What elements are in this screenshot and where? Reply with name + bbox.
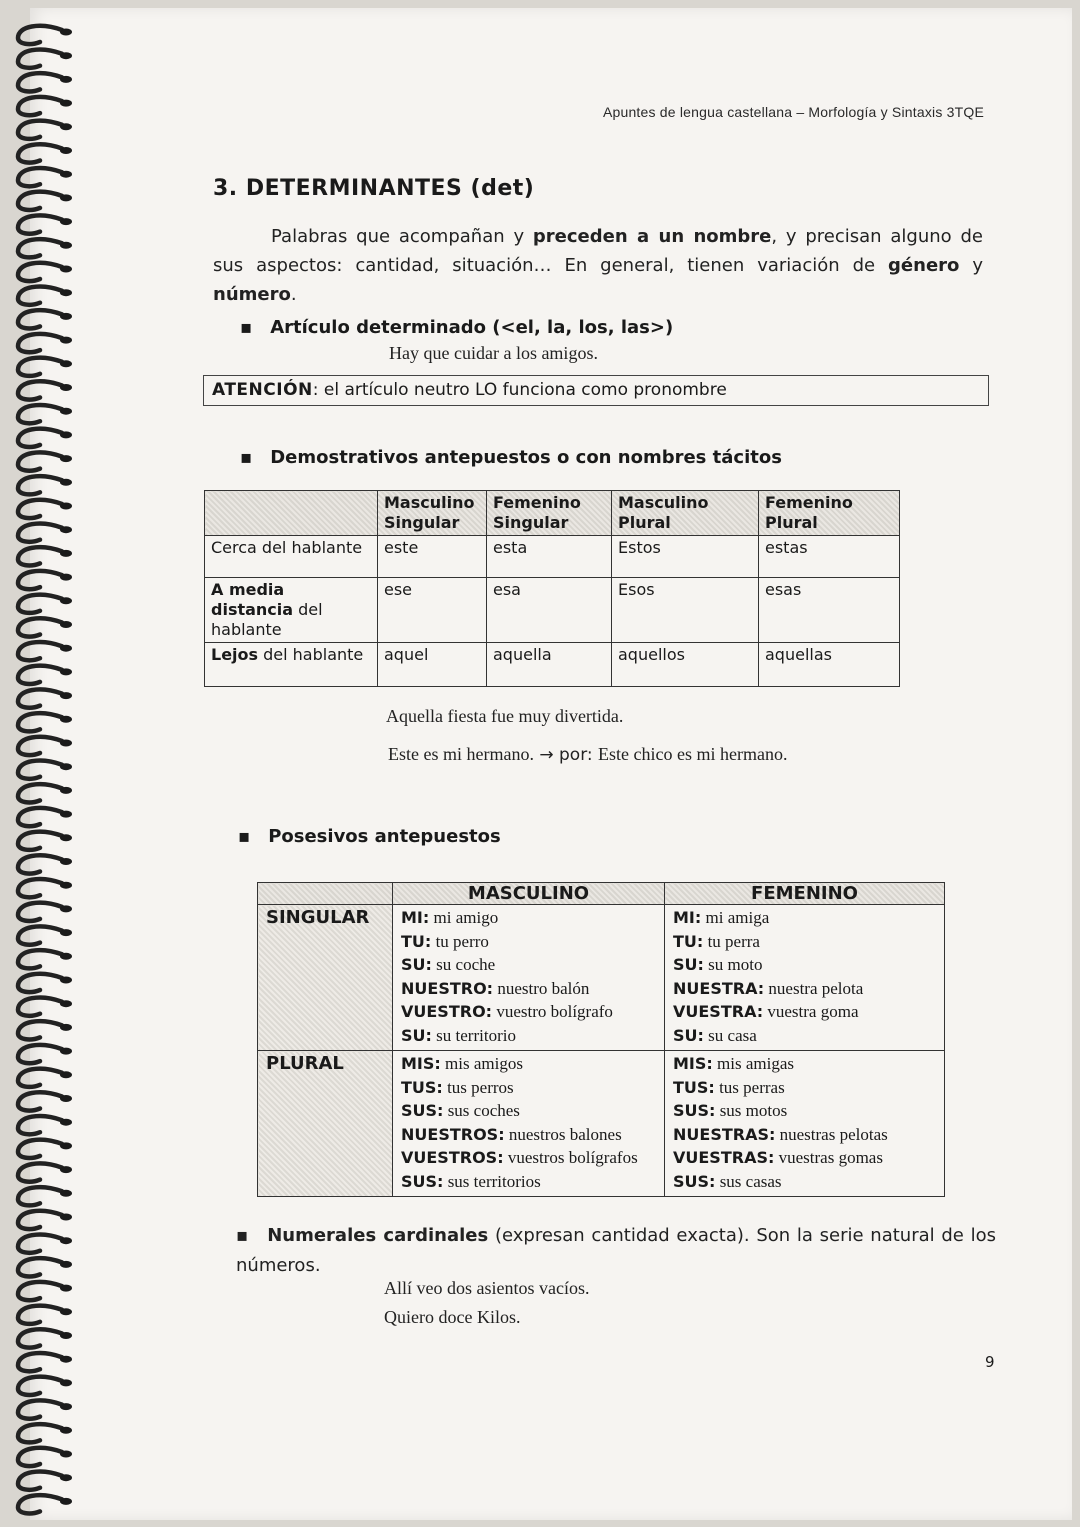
- singular-masculino-cell: [393, 905, 665, 1051]
- possessive-entry: [673, 1100, 936, 1124]
- spiral-hole: [60, 1474, 72, 1481]
- page-number: 9: [985, 1353, 995, 1371]
- spiral-coil: [18, 1116, 62, 1134]
- spiral-hole: [60, 100, 72, 107]
- possessive-example: mi amiga: [701, 908, 770, 927]
- possessive-entry: [401, 1171, 656, 1195]
- possessive-example: su territorio: [431, 1025, 516, 1045]
- possessive-example: vuestra goma: [763, 1002, 859, 1021]
- spiral-hole: [60, 597, 72, 604]
- spiral-coil: [18, 381, 62, 399]
- possessive-form: MI:: [673, 908, 702, 927]
- table-corner: [205, 491, 378, 536]
- possessive-form: VUESTROS:: [401, 1148, 504, 1167]
- possessive-form: NUESTRAS:: [673, 1124, 776, 1144]
- possessive-entry: [401, 1077, 656, 1101]
- possessive-example: nuestros balones: [504, 1124, 622, 1144]
- row-label: Lejos del hablante: [205, 643, 378, 687]
- spiral-coil: [18, 476, 62, 494]
- possessive-entry: [401, 1053, 656, 1077]
- spiral-hole: [60, 123, 72, 130]
- possessive-example: sus coches: [443, 1101, 520, 1120]
- possessive-form: SUS:: [401, 1101, 444, 1120]
- spiral-coil: [18, 334, 62, 352]
- spiral-coil: [18, 287, 62, 305]
- row-label-singular: SINGULAR: [258, 905, 393, 1051]
- spiral-hole: [60, 1356, 72, 1363]
- possessive-entry: [401, 954, 656, 978]
- spiral-coil: [18, 1258, 62, 1276]
- attention-box: [203, 375, 989, 406]
- spiral-hole: [60, 1048, 72, 1055]
- spiral-coil: [18, 121, 62, 139]
- spiral-coil: [18, 26, 62, 44]
- spiral-coil: [18, 1495, 62, 1513]
- spiral-hole: [60, 1403, 72, 1410]
- spiral-coil: [18, 429, 62, 447]
- spiral-coil: [18, 1306, 62, 1324]
- col-header: Masculino Plural: [612, 491, 759, 536]
- spiral-hole: [60, 787, 72, 794]
- spiral-hole: [60, 1142, 72, 1149]
- spiral-hole: [60, 479, 72, 486]
- possessive-example: su casa: [703, 1025, 757, 1045]
- possessive-entry: [401, 1025, 656, 1049]
- possessive-form: TU:: [401, 931, 432, 951]
- table-cell: Estos: [612, 536, 759, 578]
- possessive-example: sus casas: [715, 1171, 782, 1191]
- attention-label: ATENCIÓN: [212, 380, 313, 400]
- possessive-example: su coche: [431, 955, 496, 974]
- spiral-coil: [18, 358, 62, 376]
- spiral-coil: [18, 547, 62, 565]
- spiral-hole: [60, 882, 72, 889]
- spiral-coil: [18, 239, 62, 257]
- spiral-binding: [0, 0, 80, 1527]
- spiral-hole: [60, 1498, 72, 1505]
- spiral-hole: [60, 834, 72, 841]
- spiral-coil: [18, 192, 62, 210]
- spiral-hole: [60, 147, 72, 154]
- spiral-hole: [60, 384, 72, 391]
- spiral-coil: [18, 950, 62, 968]
- demonstratives-table: [204, 490, 900, 687]
- section-title: 3. DETERMINANTES (det): [213, 176, 535, 201]
- table-corner: [258, 883, 393, 905]
- table-cell: estas: [759, 536, 900, 578]
- row-label: A media distancia del hablante: [205, 578, 378, 643]
- possessive-form: MI:: [401, 908, 430, 927]
- attention-text: : el artículo neutro LO funciona como pronombre: [312, 380, 727, 400]
- possessive-example: vuestras gomas: [774, 1148, 883, 1167]
- spiral-hole: [60, 1095, 72, 1102]
- possessive-example: nuestras pelotas: [775, 1124, 888, 1144]
- spiral-hole: [60, 1024, 72, 1031]
- spiral-coil: [18, 1092, 62, 1110]
- spiral-coil: [18, 642, 62, 660]
- possessive-form: TU:: [673, 931, 704, 951]
- table-cell: aquellas: [759, 643, 900, 687]
- spiral-coil: [18, 1045, 62, 1063]
- possessive-entry: [401, 1147, 656, 1171]
- possessive-entry: [401, 907, 656, 931]
- spiral-hole: [60, 1285, 72, 1292]
- possessive-form: SU:: [401, 1025, 432, 1045]
- spiral-coil: [18, 998, 62, 1016]
- spiral-coil: [18, 571, 62, 589]
- spiral-hole: [60, 218, 72, 225]
- table-cell: este: [378, 536, 487, 578]
- table-cell: aquel: [378, 643, 487, 687]
- spiral-hole: [60, 740, 72, 747]
- spiral-hole: [60, 977, 72, 984]
- spiral-hole: [60, 621, 72, 628]
- possessives-table: [257, 882, 945, 1197]
- possessive-form: SU:: [673, 955, 704, 974]
- col-header: Femenino Singular: [487, 491, 612, 536]
- table-cell: ese: [378, 578, 487, 643]
- possessive-entry: [401, 1124, 656, 1148]
- possessive-form: NUESTROS:: [401, 1124, 505, 1144]
- col-header: Femenino Plural: [759, 491, 900, 536]
- spiral-hole: [60, 526, 72, 533]
- table-cell: esta: [487, 536, 612, 578]
- spiral-coil: [18, 808, 62, 826]
- spiral-hole: [60, 171, 72, 178]
- spiral-hole: [60, 1214, 72, 1221]
- possessive-example: tu perra: [703, 931, 760, 951]
- spiral-hole: [60, 1000, 72, 1007]
- possessive-form: SU:: [673, 1025, 704, 1045]
- spiral-hole: [60, 929, 72, 936]
- spiral-hole: [60, 1190, 72, 1197]
- spiral-coil: [18, 1211, 62, 1229]
- spiral-hole: [60, 503, 72, 510]
- page-header: Apuntes de lengua castellana – Morfología y Sintaxis 3TQE: [602, 104, 984, 120]
- possessive-entry: [673, 1171, 936, 1195]
- spiral-hole: [60, 337, 72, 344]
- spiral-coil: [18, 761, 62, 779]
- possessive-example: nuestro balón: [493, 978, 590, 998]
- possessive-form: SUS:: [673, 1101, 716, 1120]
- spiral-coil: [18, 974, 62, 992]
- spiral-coil: [18, 1021, 62, 1039]
- spiral-hole: [60, 668, 72, 675]
- spiral-hole: [60, 1237, 72, 1244]
- possessive-entry: [673, 1025, 936, 1049]
- spiral-coil: [18, 1163, 62, 1181]
- spiral-coil: [18, 1235, 62, 1253]
- table-row-plural: [258, 1051, 945, 1197]
- possessive-example: vuestro bolígrafo: [492, 1002, 613, 1021]
- spiral-coil: [18, 168, 62, 186]
- spiral-hole: [60, 953, 72, 960]
- spiral-hole: [60, 1451, 72, 1458]
- spiral-hole: [60, 313, 72, 320]
- spiral-coil: [18, 144, 62, 162]
- example-numeral-2: Quiero doce Kilos.: [384, 1307, 521, 1327]
- possessive-example: mi amigo: [429, 908, 499, 927]
- possessive-example: mis amigos: [440, 1054, 523, 1073]
- intro-paragraph: Palabras que acompañan y preceden a un nombre, y precisan alguno de sus aspectos: cantidad, situación… En general, tienen variación de género y número.: [213, 226, 984, 305]
- spiral-hole: [60, 1071, 72, 1078]
- possessive-form: SUS:: [673, 1171, 716, 1191]
- plural-masculino-cell: [393, 1051, 665, 1197]
- spiral-coil: [18, 1069, 62, 1087]
- example-articulo: Hay que cuidar a los amigos.: [389, 343, 598, 363]
- possessive-example: nuestra pelota: [764, 978, 864, 998]
- spiral-coil: [18, 50, 62, 68]
- spiral-coil: [18, 405, 62, 423]
- spiral-coil: [18, 1353, 62, 1371]
- spiral-coil: [18, 1400, 62, 1418]
- spiral-hole: [60, 645, 72, 652]
- col-header: Masculino Singular: [378, 491, 487, 536]
- spiral-coil: [18, 1472, 62, 1490]
- spiral-coil: [18, 784, 62, 802]
- table-cell: aquellos: [612, 643, 759, 687]
- possessive-form: NUESTRA:: [673, 978, 765, 998]
- spiral-coil: [18, 1187, 62, 1205]
- spiral-coil: [18, 524, 62, 542]
- spiral-hole: [60, 716, 72, 723]
- spiral-hole: [60, 29, 72, 36]
- possessive-entry: [401, 1100, 656, 1124]
- possessive-entry: [401, 978, 656, 1002]
- spiral-hole: [60, 692, 72, 699]
- spiral-hole: [60, 858, 72, 865]
- table-row-singular: [258, 905, 945, 1051]
- spiral-coil: [18, 1329, 62, 1347]
- possessive-example: sus territorios: [443, 1171, 541, 1191]
- spiral-hole: [60, 408, 72, 415]
- spiral-hole: [60, 550, 72, 557]
- possessive-entry: [401, 931, 656, 955]
- spiral-coil: [18, 73, 62, 91]
- possessive-form: VUESTRO:: [401, 1002, 493, 1021]
- table-row: [205, 536, 900, 578]
- possessive-entry: [673, 954, 936, 978]
- spiral-coil: [18, 1282, 62, 1300]
- spiral-hole: [60, 905, 72, 912]
- spiral-hole: [60, 811, 72, 818]
- spiral-coil: [18, 452, 62, 470]
- spiral-hole: [60, 1166, 72, 1173]
- spiral-hole: [60, 1261, 72, 1268]
- bullet-articulo: ▪ Artículo determinado (<el, la, los, las>): [240, 317, 674, 338]
- spiral-coil: [18, 713, 62, 731]
- spiral-coil: [18, 97, 62, 115]
- possessive-entry: [673, 1147, 936, 1171]
- spiral-hole: [60, 455, 72, 462]
- spiral-coil: [18, 215, 62, 233]
- possessive-form: MIS:: [673, 1054, 713, 1073]
- spiral-hole: [60, 1308, 72, 1315]
- possessive-entry: [673, 1053, 936, 1077]
- spiral-coil: [18, 689, 62, 707]
- possessive-example: tu perro: [431, 931, 489, 951]
- table-row: [205, 643, 900, 687]
- possessive-entry: [673, 1077, 936, 1101]
- possessive-entry: [673, 1124, 936, 1148]
- spiral-hole: [60, 289, 72, 296]
- spiral-hole: [60, 242, 72, 249]
- spiral-hole: [60, 431, 72, 438]
- possessive-example: sus motos: [715, 1101, 788, 1120]
- table-cell: Esos: [612, 578, 759, 643]
- spiral-hole: [60, 574, 72, 581]
- example-numeral-1: Allí veo dos asientos vacíos.: [384, 1278, 590, 1298]
- spiral-coil: [18, 1140, 62, 1158]
- spiral-hole: [60, 52, 72, 59]
- spiral-coil: [18, 263, 62, 281]
- bullet-numerales: ▪ Numerales cardinales (expresan cantidad exacta). Son la serie natural de los números.: [236, 1225, 996, 1276]
- spiral-coil: [18, 1424, 62, 1442]
- spiral-hole: [60, 1379, 72, 1386]
- possessive-form: VUESTRAS:: [673, 1148, 775, 1167]
- bullet-posesivos: ▪ Posesivos antepuestos: [238, 826, 501, 847]
- plural-femenino-cell: [665, 1051, 945, 1197]
- spiral-coil: [18, 1377, 62, 1395]
- possessive-entry: [401, 1001, 656, 1025]
- possessive-entry: [673, 907, 936, 931]
- possessive-form: TUS:: [673, 1077, 715, 1097]
- possessive-example: tus perros: [442, 1077, 514, 1097]
- spiral-hole: [60, 360, 72, 367]
- row-label: Cerca del hablante: [205, 536, 378, 578]
- spiral-hole: [60, 266, 72, 273]
- spiral-hole: [60, 1427, 72, 1434]
- possessive-example: vuestros bolígrafos: [503, 1148, 638, 1167]
- spiral-coil: [18, 500, 62, 518]
- spiral-coil: [18, 879, 62, 897]
- example-demostrativo-1: Aquella fiesta fue muy divertida.: [386, 706, 624, 726]
- singular-femenino-cell: [665, 905, 945, 1051]
- table-row: [205, 578, 900, 643]
- possessive-example: tus perras: [714, 1077, 785, 1097]
- spiral-coil: [18, 855, 62, 873]
- possessive-form: MIS:: [401, 1054, 441, 1073]
- table-cell: aquella: [487, 643, 612, 687]
- spiral-hole: [60, 1332, 72, 1339]
- row-label-plural: PLURAL: [258, 1051, 393, 1197]
- possessive-form: VUESTRA:: [673, 1002, 764, 1021]
- spiral-hole: [60, 1119, 72, 1126]
- spiral-coil: [18, 737, 62, 755]
- possessive-example: su moto: [703, 955, 763, 974]
- col-header-masculino: MASCULINO: [393, 883, 665, 905]
- possessive-entry: [673, 931, 936, 955]
- possessive-entry: [673, 978, 936, 1002]
- table-cell: esas: [759, 578, 900, 643]
- spiral-coil: [18, 618, 62, 636]
- possessive-form: NUESTRO:: [401, 978, 494, 998]
- spiral-coil: [18, 903, 62, 921]
- table-cell: esa: [487, 578, 612, 643]
- spiral-coil: [18, 666, 62, 684]
- col-header-femenino: FEMENINO: [665, 883, 945, 905]
- spiral-coil: [18, 832, 62, 850]
- spiral-coil: [18, 595, 62, 613]
- possessive-entry: [673, 1001, 936, 1025]
- bullet-demostrativos: ▪ Demostrativos antepuestos o con nombres tácitos: [240, 447, 782, 468]
- spiral-hole: [60, 194, 72, 201]
- possessive-form: SUS:: [401, 1171, 444, 1191]
- spiral-coil: [18, 1448, 62, 1466]
- example-demostrativo-2: Este es mi hermano. → por: Este chico es mi hermano.: [388, 744, 788, 765]
- spiral-hole: [60, 763, 72, 770]
- possessive-example: mis amigas: [712, 1054, 795, 1073]
- possessive-form: SU:: [401, 955, 432, 974]
- spiral-coil: [18, 310, 62, 328]
- spiral-coil: [18, 926, 62, 944]
- possessive-form: TUS:: [401, 1077, 443, 1097]
- spiral-hole: [60, 76, 72, 83]
